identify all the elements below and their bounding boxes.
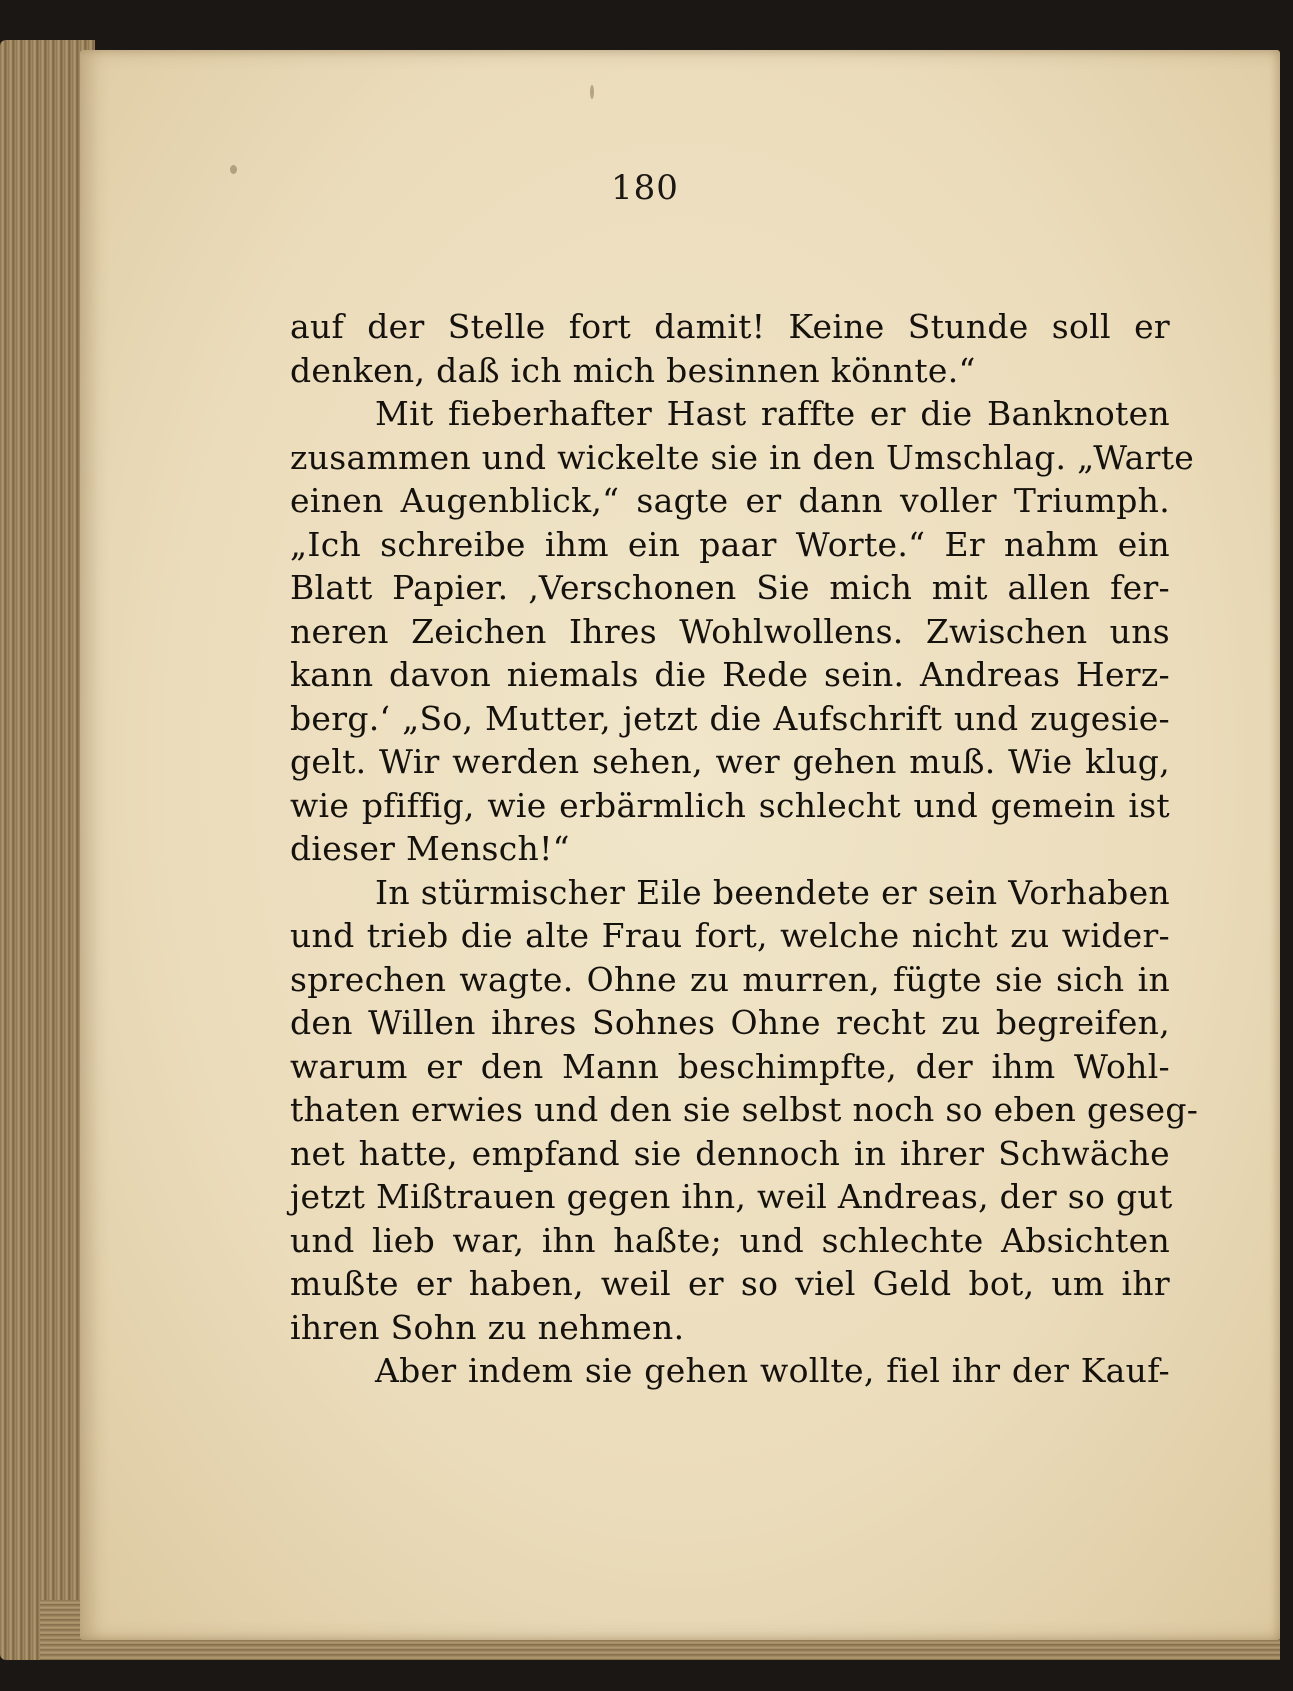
text-line: net hatte, empfand sie dennoch in ihrer Schwäche xyxy=(290,1133,1170,1173)
text-line: gelt. Wir werden sehen, wer gehen muß. Wie klug, xyxy=(290,742,1170,781)
text-line: Mit fieberhafter Hast raffte er die Banknoten xyxy=(375,394,1170,433)
text-line: und lieb war, ihn haßte; und schlechte Absichten xyxy=(290,1220,1170,1260)
body-text xyxy=(290,305,1199,1393)
text-line: denken, daß ich mich besinnen könnte.“ xyxy=(290,350,976,390)
text-line: jetzt Mißtrauen gegen ihn, weil Andreas, der so gut xyxy=(290,1177,1173,1216)
text-line: neren Zeichen Ihres Wohlwollens. Zwischen uns xyxy=(290,611,1170,651)
text-line: Blatt Papier. ‚Verschonen Sie mich mit allen fer- xyxy=(290,568,1170,607)
text-line: berg.‘ „So, Mutter, jetzt die Aufschrift und zugesie- xyxy=(290,698,1170,738)
text-line: ihren Sohn zu nehmen. xyxy=(290,1307,685,1347)
page-spot xyxy=(590,85,594,99)
text-line: einen Augenblick,“ sagte er dann voller Triumph. xyxy=(290,481,1170,520)
text-line: warum er den Mann beschimpfte, der ihm Wohl- xyxy=(290,1046,1170,1086)
text-line: den Willen ihres Sohnes Ohne recht zu begreifen, xyxy=(290,1003,1170,1042)
text-line: kann davon niemals die Rede sein. Andreas Herz- xyxy=(290,655,1170,694)
text-line: sprechen wagte. Ohne zu murren, fügte sie sich in xyxy=(290,959,1170,999)
text-line: dieser Mensch!“ xyxy=(290,829,570,868)
text-line: wie pfiffig, wie erbärmlich schlecht und gemein ist xyxy=(290,785,1170,825)
text-line: In stürmischer Eile beendete er sein Vorhaben xyxy=(375,872,1170,912)
text-line: „Ich schreibe ihm ein paar Worte.“ Er nahm ein xyxy=(290,524,1170,564)
text-line: zusammen und wickelte sie in den Umschlag. „Warte xyxy=(290,437,1195,477)
page-number: 180 xyxy=(611,168,679,208)
text-line: thaten erwies und den sie selbst noch so eben geseg- xyxy=(290,1090,1199,1129)
text-line: mußte er haben, weil er so viel Geld bot, um ihr xyxy=(290,1264,1170,1303)
text-line: und trieb die alte Frau fort, welche nicht zu wider- xyxy=(290,916,1170,955)
text-line: auf der Stelle fort damit! Keine Stunde soll er xyxy=(290,307,1170,346)
text-line: Aber indem sie gehen wollte, fiel ihr der Kauf- xyxy=(375,1351,1170,1390)
